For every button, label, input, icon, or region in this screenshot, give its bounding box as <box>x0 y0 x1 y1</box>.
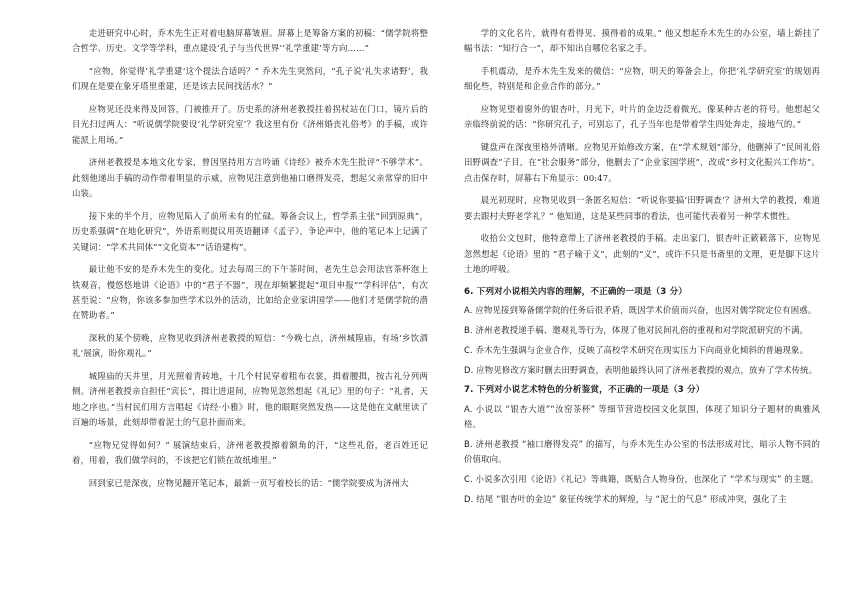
question-7-option-a: A. 小说以 “银杏大道”“汝窑茶杯” 等细节营造校园文化氛围，体现了知识分子题材的典雅风格。 <box>464 403 820 429</box>
question-7-option-d: D. 结尾 “银杏叶的金边” 象征传统学术的辉煌，与 “泥土的气息” 形成冲突，强化了主 <box>464 493 787 504</box>
question-6-option-b: B. 济州老教授递手稿、邀观礼等行为，体现了他对民间礼俗的重视和对学院派研究的不满。 <box>464 325 808 336</box>
left-column <box>72 26 428 607</box>
story-paragraph: 应物见还没来得及回答，门被推开了。历史系的济州老教授拄着拐杖站在门口，镜片后的目光扫过两人：“听说儒学院要设‘礼学研究室’？我这里有份《济州婚丧礼俗考》的手稿，或许能派上用场。” <box>72 104 428 145</box>
story-paragraph: 应物见望着窗外的银杏叶，月光下，叶片的金边泛着微光，像某种古老的符号。他想起父亲临终前说的话：“你研究孔子，可别忘了，孔子当年也是带着学生四处奔走，接地气的。” <box>464 104 820 130</box>
question-6-title: 6. 下列对小说相关内容的理解，不正确的一项是（3 分） <box>464 286 688 297</box>
question-6-option-c: C. 乔木先生强调与企业合作，反映了高校学术研究在现实压力下向商业化倾斜的普遍现象。 <box>464 345 809 356</box>
story-paragraph: “应物兄觉得如何？” 展演结束后，济州老教授擦着额角的汗，“这些礼俗，老百姓还记着，用着，我们做学问的，不该把它们锁在故纸堆里。” <box>72 439 428 466</box>
story-paragraph: 回到家已是深夜，应物见翻开笔记本，最新一页写着校长的话：“儒学院要成为济州大 <box>88 477 409 488</box>
story-paragraph: 晨光初现时，应物见收到一条匿名短信：“听说你要搞‘田野调查’？济州大学的教授，难道要去跟村夫野老学礼？” 他知道，这是某些同事的看法，也可能代表着另一种学术惯性。 <box>464 195 820 221</box>
story-paragraph: 手机震动，是乔木先生发来的微信：“应物，明天的筹备会上，你把‘礼学研究室’的规划再细化些，特别是和企业合作的部分。” <box>464 66 820 92</box>
story-paragraph: 城隍庙的天井里，月光照着青砖地，十几个村民穿着粗布衣裳，揖着腰揖，按古礼分列两侧。济州老教授亲自担任“宾长”，揖让进退间，应物见忽然想起《礼记》里的句子：“礼者，天地之序也。”当村民们用方言唱起《诗经·小雅》时，他的眼眶突然发热——这是他在文献里读了百遍的场景，此刻却带着泥土的气息扑面而来。 <box>72 371 428 428</box>
question-7 <box>464 383 820 506</box>
question-7-option-c: C. 小说多次引用《论语》《礼记》等典籍，既贴合人物身份，也深化了 “学术与现实” 的主题。 <box>464 473 819 484</box>
story-paragraph: 深秋的某个傍晚，应物见收到济州老教授的短信：“今晚七点，济州城隍庙，有场‘乡饮酒礼’展演，盼你观礼。” <box>72 333 428 359</box>
story-paragraph: 键盘声在深夜里格外清晰。应物见开始修改方案，在“学术规划”部分，他删掉了“民间礼俗田野调查”子目，在“社会服务”部分，他删去了“企业家国学班”，改成“乡村文化振兴工作坊”。点击保存时，屏幕右下角显示：00:47。 <box>464 142 820 183</box>
story-paragraph: 收拾公文包时，他特意带上了济州老教授的手稿。走出家门，银杏叶正簌簌落下，应物见忽然想起《论语》里的 “君子喻于义”，此刻的“义”，或许不只是书斋里的文理，更是脚下这片土地的呼吸。 <box>464 233 820 275</box>
question-6 <box>464 285 820 378</box>
right-column <box>464 26 820 607</box>
question-6-option-d: D. 应物见修改方案时删去田野调查，表明他最终认同了济州老教授的观点，放弃了学术传统。 <box>464 365 818 376</box>
story-paragraph: 接下来的半个月，应物见陷入了前所未有的忙碌。筹备会议上，哲学系主张“回到原典”，历史系强调“在地化研究”，外语系则提议用英语翻译《孟子》，争论声中，他的笔记本上记满了关键词：“学术共同体”“文化资本”“话语建构”。 <box>72 210 428 252</box>
question-6-option-a: A. 应物见接到筹备儒学院的任务后很矛盾，既因学术价值而兴奋，也因对儒学院定位有困惑。 <box>464 305 817 316</box>
question-7-title: 7. 下列对小说艺术特色的分析鉴赏，不正确的一项是（3 分） <box>464 385 705 396</box>
story-paragraph: 走进研究中心时，乔木先生正对着电脑屏幕皱眉。屏幕上是筹备方案的初稿：“儒学院将整合哲学、历史、文学等学科，重点建设‘孔子与当代世界’‘礼学重建’等方向……” <box>72 28 428 54</box>
question-7-option-b: B. 济州老教授 “袖口磨得发亮” 的描写，与乔木先生办公室的书法形成对比，暗示人物不同的价值取向。 <box>464 438 820 464</box>
story-paragraph: 学的文化名片，就得有看得见、摸得着的成果。” 他又想起乔木先生的办公室，墙上新挂了幅书法：“知行合一”，却不知出自哪位名家之手。 <box>464 28 820 54</box>
story-paragraph: 最让他不安的是乔木先生的变化。过去每周三的下午茶时间，老先生总会用法官茶杯泡上铁观音，慢悠悠地讲《论语》中的“君子不器”，现在却频繁提起“项目申报”“学科评估”，有次甚至说：“应物，你该多参加些学术以外的活动，比如给企业家讲国学——他们才是儒学院的潜在赞助者。” <box>72 264 428 321</box>
story-paragraph: “应物，你觉得‘礼学重建’这个提法合适吗？” 乔木先生突然问，“孔子说‘礼失求诸野’，我们现在是要在象牙塔里重建，还是该去民间找活水？” <box>72 66 428 92</box>
story-paragraph: 济州老教授是本地文化专家，曾因坚持用方言吟诵《诗经》被乔木先生批评“不够学术”。此刻他递出手稿的动作带着明显的示威，应物见注意到他袖口磨得发亮，想起父亲常穿的旧中山装。 <box>72 157 428 199</box>
